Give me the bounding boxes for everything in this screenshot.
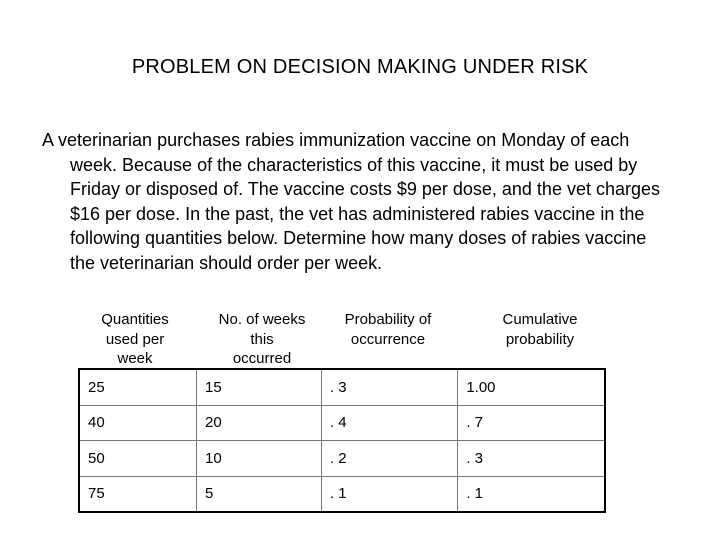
- cell-probability: . 1: [321, 476, 457, 512]
- cell-cumulative: . 3: [458, 441, 605, 477]
- cell-probability: . 4: [321, 405, 457, 441]
- cell-cumulative: 1.00: [458, 369, 605, 405]
- data-table: [78, 368, 606, 513]
- header-probability: Probability of occurrence: [344, 311, 432, 348]
- table-row: [79, 369, 605, 405]
- cell-weeks: 15: [197, 369, 322, 405]
- cell-weeks: 10: [197, 441, 322, 477]
- cell-probability: . 2: [321, 441, 457, 477]
- cell-weeks: 20: [197, 405, 322, 441]
- cell-cumulative: . 1: [458, 476, 605, 512]
- cell-weeks: 5: [197, 476, 322, 512]
- slide-title: PROBLEM ON DECISION MAKING UNDER RISK: [131, 56, 589, 78]
- table-row: [79, 405, 605, 441]
- cell-quantity: 25: [79, 369, 197, 405]
- cell-quantity: 50: [79, 441, 197, 477]
- table-row: [79, 476, 605, 512]
- table-header-row: [80, 310, 606, 370]
- table-row: [79, 441, 605, 477]
- cell-probability: . 3: [321, 369, 457, 405]
- header-cumulative: Cumulative probability: [502, 311, 578, 348]
- cell-quantity: 40: [79, 405, 197, 441]
- header-weeks: No. of weeks this occurred: [218, 311, 306, 367]
- cell-quantity: 75: [79, 476, 197, 512]
- cell-cumulative: . 7: [458, 405, 605, 441]
- header-quantities: Quantities used per week: [101, 311, 169, 367]
- problem-statement: A veterinarian purchases rabies immunization vaccine on Monday of each week. Because of the characteristics of this vaccine, it must be used by Friday or disposed of. The vaccine costs $9 per dose, and the vet charges $16 per dose. In the past, the vet has administered rabies vaccine in the following quantities below. Determine how many doses of rabies vaccine the veterinarian should order per week.: [42, 130, 661, 273]
